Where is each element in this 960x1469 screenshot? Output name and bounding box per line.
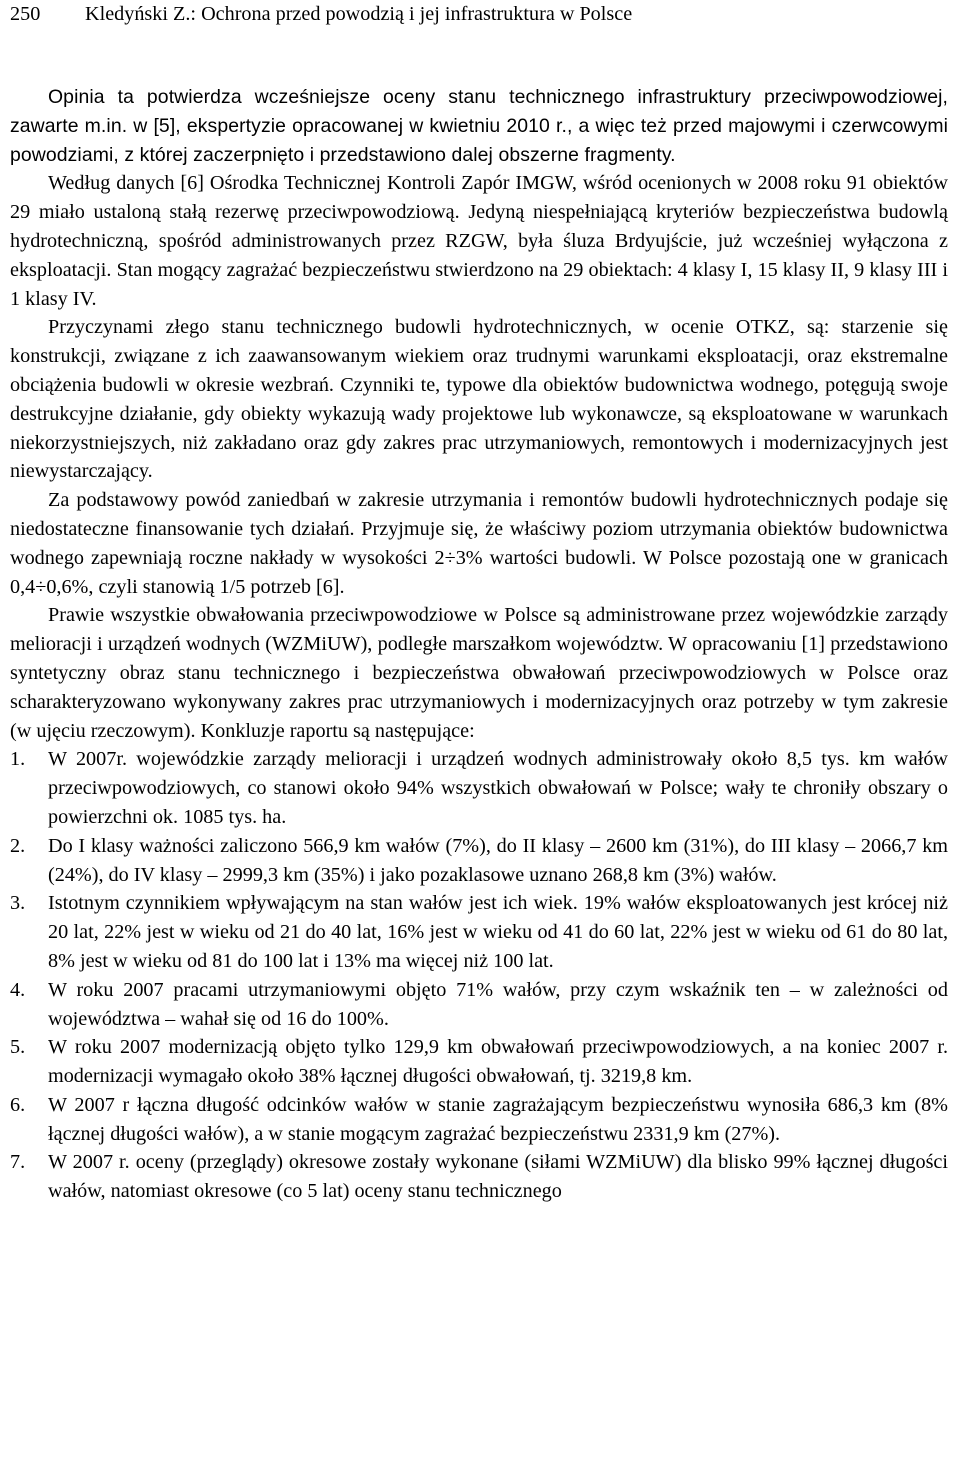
list-text: W 2007r. wojewódzkie zarządy melioracji i urządzeń wodnych administrowały około 8,5 tys. km wałów przeciwpowodziowych, co stanowi około 94% wszystkich obwałowań w Polsce; wały te chroniły obszary o powierzchni ok. 1085 tys. ha. [48, 748, 948, 828]
list-text: W 2007 r. oceny (przeglądy) okresowe zostały wykonane (siłami WZMiUW) dla blisko 99% łącznej długości wałów, natomiast okresowe (co 5 lat) oceny stanu technicznego [48, 1151, 948, 1203]
paragraph-embankments: Prawie wszystkie obwałowania przeciwpowodziowe w Polsce są administrowane przez wojewódzkie zarządy melioracji i urządzeń wodnych (WZMiUW), podległe marszałkom województw. W opracowaniu [1] przedstawiono syntetyczny obraz stanu technicznego i bezpieczeństwa obwałowań przeciwpowodziowych w Polsce oraz scharakteryzowano wykonywany zakres prac utrzymaniowych i modernizacyjnych oraz potrzeby w tym zakresie (w ujęciu rzeczowym). Konkluzje raportu są następujące: [10, 604, 948, 742]
paragraph-funding: Za podstawowy powód zaniedbań w zakresie utrzymania i remontów budowli hydrotechnicznych podaje się niedostateczne finansowanie tych działań. Przyjmuje się, że właściwy poziom utrzymania obiektów budownictwa wodnego zapewniają roczne nakłady w wysokości 2÷3% wartości budowli. W Polsce pozostają one w granicach 0,4÷0,6%, czyli stanowią 1/5 potrzeb [6]. [10, 489, 948, 598]
running-header [10, 0, 948, 36]
list-item [10, 1033, 948, 1091]
list-text: W roku 2007 pracami utrzymaniowymi objęto 71% wałów, przy czym wskaźnik ten – w zależności od województwa – wahał się od 16 do 100%. [48, 978, 948, 1030]
list-text: Istotnym czynnikiem wpływającym na stan wałów jest ich wiek. 19% wałów eksploatowanych jest krócej niż 20 lat, 22% jest w wieku od 21 do 40 lat, 16% jest w wieku od 41 do 60 lat, 22% jest w wieku od 61 do 80 lat, 8% jest w wieku od 81 do 100 lat i 13% ma więcej niż 100 lat. [48, 892, 948, 972]
list-item [10, 889, 948, 975]
paragraph-opinion: Opinia ta potwierdza wcześniejsze oceny stanu technicznego infrastruktury przeciwpowodziowej, zawarte m.in. w [5], ekspertyzie opracowanej w kwietniu 2010 r., a więc też przed majowymi i czerwcowymi powodziami, z której zaczerpnięto i przedstawiono dalej obszerne fragmenty. [10, 86, 948, 166]
list-number: 5. [10, 1036, 26, 1059]
list-text: W 2007 r łączna długość odcinków wałów w stanie zagrażającym bezpieczeństwu wynosiła 686,3 km (8% łącznej długości wałów), a w stanie mogącym zagrażać bezpieczeństwu 2331,9 km (27%). [48, 1093, 948, 1145]
list-item [10, 1148, 948, 1206]
paragraph-otkz-data: Według danych [6] Ośrodka Technicznej Kontroli Zapór IMGW, wśród ocenionych w 2008 roku 91 obiektów 29 miało ustaloną stałą rezerwę przeciwpowodziową. Jedyną niespełniającą kryteriów bezpieczeństwa budowlą hydrotechniczną, spośród administrowanych przez RZGW, była śluza Brdyujście, już wcześniej wyłączona z eksploatacji. Stan mogący zagrażać bezpieczeństwu stwierdzono na 29 obiektach: 4 klasy I, 15 klasy II, 9 klasy III i 1 klasy IV. [10, 172, 948, 310]
list-number: 2. [10, 834, 26, 857]
list-number: 1. [10, 748, 26, 771]
list-text: W roku 2007 modernizacją objęto tylko 129,9 km obwałowań przeciwpowodziowych, a na koniec 2007 r. modernizacji wymagało około 38% łącznej długości obwałowań, tj. 3219,8 km. [48, 1036, 948, 1088]
page-number: 250 [10, 3, 41, 25]
list-number: 7. [10, 1151, 26, 1174]
list-text: Do I klasy ważności zaliczono 566,9 km wałów (7%), do II klasy – 2600 km (31%), do III klasy – 2066,7 km (24%), do IV klasy – 2999,3 km (35%) i jako pozaklasowe uznano 268,8 km (3%) wałów. [48, 834, 948, 886]
running-title: Kledyński Z.: Ochrona przed powodzią i jej infrastruktura w Polsce [85, 3, 633, 25]
list-item [10, 832, 948, 890]
list-number: 3. [10, 892, 26, 915]
document-page [10, 0, 948, 1206]
list-number: 4. [10, 978, 26, 1001]
list-item [10, 745, 948, 831]
paragraph-causes: Przyczynami złego stanu technicznego budowli hydrotechnicznych, w ocenie OTKZ, są: starzenie się konstrukcji, związane z ich zaawansowanym wiekiem oraz trudnymi warunkami eksploatacji, oraz ekstremalne obciążenia budowli w okresie wezbrań. Czynniki te, typowe dla obiektów budownictwa wodnego, potęgują swoje destrukcyjne działanie, gdy obiekty wykazują wady projektowe lub wykonawcze, są eksploatowane w warunkach niekorzystniejszych, niż zakładano oraz gdy zakres prac utrzymaniowych, remontowych i modernizacyjnych jest niewystarczający. [10, 316, 948, 483]
header-spacer [10, 36, 948, 83]
list-number: 6. [10, 1093, 26, 1116]
list-item [10, 976, 948, 1034]
conclusions-list [10, 745, 948, 1206]
list-item [10, 1091, 948, 1149]
